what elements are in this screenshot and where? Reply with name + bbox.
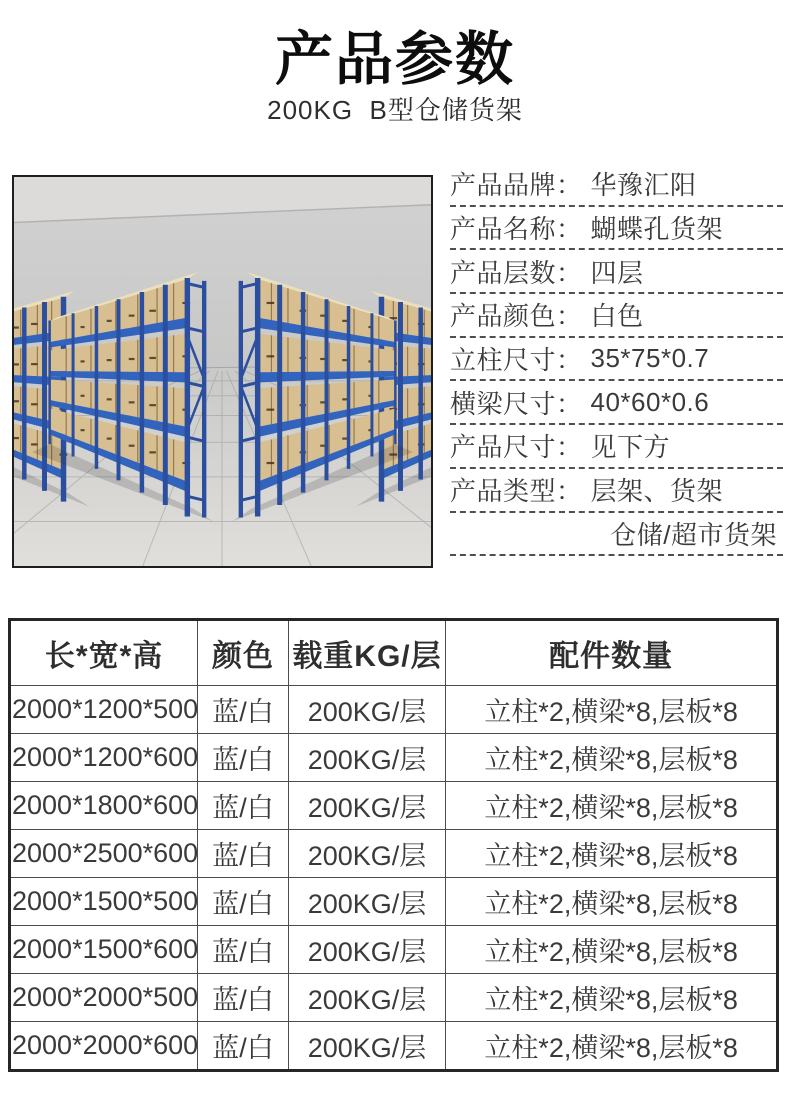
table-cell: 2000*2000*500 [10, 973, 198, 1021]
table-row [10, 781, 778, 829]
table-cell: 蓝/白 [198, 781, 289, 829]
spec-value: 华豫汇阳 [590, 170, 697, 201]
table-cell: 200KG/层 [288, 781, 445, 829]
table-header-cell: 载重KG/层 [288, 620, 445, 686]
spec-row [450, 338, 783, 382]
table-cell: 200KG/层 [288, 829, 445, 877]
spec-value: 见下方 [590, 432, 671, 463]
table-header-row [10, 620, 778, 686]
page-subtitle: 200KG B型仓储货架 [267, 95, 523, 125]
spec-row [450, 425, 783, 469]
spec-value: 35*75*0.7 [590, 343, 710, 374]
table-row [10, 733, 778, 781]
table-cell: 200KG/层 [288, 733, 445, 781]
spec-row [450, 513, 783, 557]
table-cell: 2000*1500*600 [10, 925, 198, 973]
warehouse-photo [12, 175, 433, 568]
spec-value: 四层 [590, 257, 644, 288]
table-row [10, 877, 778, 925]
spec-value: 蝴蝶孔货架 [590, 214, 724, 245]
product-size-table [8, 618, 779, 1072]
table-cell: 2000*2000*600 [10, 1021, 198, 1070]
spec-label: 产品尺寸： [450, 432, 583, 463]
spec-value: 白色 [590, 301, 644, 332]
table-header-cell: 配件数量 [446, 620, 778, 686]
table-cell: 立柱*2,横梁*8,层板*8 [446, 973, 778, 1021]
spec-row [450, 381, 783, 425]
spec-label: 产品层数： [450, 257, 583, 288]
spec-row [450, 469, 783, 513]
spec-row [450, 250, 783, 294]
spec-label: 产品类型： [450, 476, 583, 507]
spec-label: 产品品牌： [450, 170, 583, 201]
table-cell: 200KG/层 [288, 877, 445, 925]
spec-value: 仓储/超市货架 [610, 519, 777, 550]
table-cell: 2000*1800*600 [10, 781, 198, 829]
table-cell: 蓝/白 [198, 925, 289, 973]
table-cell: 200KG/层 [288, 1021, 445, 1070]
spec-label: 立柱尺寸： [450, 345, 583, 376]
table-cell: 2000*2500*600 [10, 829, 198, 877]
spec-row [450, 163, 783, 207]
spec-value: 40*60*0.6 [590, 386, 710, 417]
table-cell: 2000*1200*500 [10, 686, 198, 734]
table-cell: 立柱*2,横梁*8,层板*8 [446, 733, 778, 781]
table-cell: 立柱*2,横梁*8,层板*8 [446, 877, 778, 925]
table-header-cell: 长*宽*高 [10, 620, 198, 686]
table-cell: 蓝/白 [198, 733, 289, 781]
warehouse-scene-illustration [14, 177, 431, 566]
spec-value: 层架、货架 [590, 476, 724, 507]
table-cell: 200KG/层 [288, 973, 445, 1021]
table-cell: 立柱*2,横梁*8,层板*8 [446, 781, 778, 829]
table-cell: 2000*1500*500 [10, 877, 198, 925]
table-header-cell: 颜色 [198, 620, 289, 686]
table-row [10, 829, 778, 877]
table-cell: 200KG/层 [288, 925, 445, 973]
spec-row [450, 294, 783, 338]
table-cell: 蓝/白 [198, 877, 289, 925]
table-cell: 蓝/白 [198, 686, 289, 734]
table-cell: 立柱*2,横梁*8,层板*8 [446, 925, 778, 973]
table-row [10, 1021, 778, 1070]
spec-row [450, 207, 783, 251]
spec-panel [450, 163, 783, 556]
table-cell: 立柱*2,横梁*8,层板*8 [446, 1021, 778, 1070]
spec-label: 产品名称： [450, 214, 583, 245]
table-cell: 2000*1200*600 [10, 733, 198, 781]
table-cell: 立柱*2,横梁*8,层板*8 [446, 686, 778, 734]
spec-label: 产品颜色： [450, 301, 583, 332]
spec-label: 横梁尺寸： [450, 388, 583, 419]
page-title: 产品参数 [274, 27, 515, 92]
table-cell: 200KG/层 [288, 686, 445, 734]
table-cell: 立柱*2,横梁*8,层板*8 [446, 829, 778, 877]
table-cell: 蓝/白 [198, 1021, 289, 1070]
table-row [10, 973, 778, 1021]
table-cell: 蓝/白 [198, 973, 289, 1021]
table-cell: 蓝/白 [198, 829, 289, 877]
table-row [10, 686, 778, 734]
table-row [10, 925, 778, 973]
